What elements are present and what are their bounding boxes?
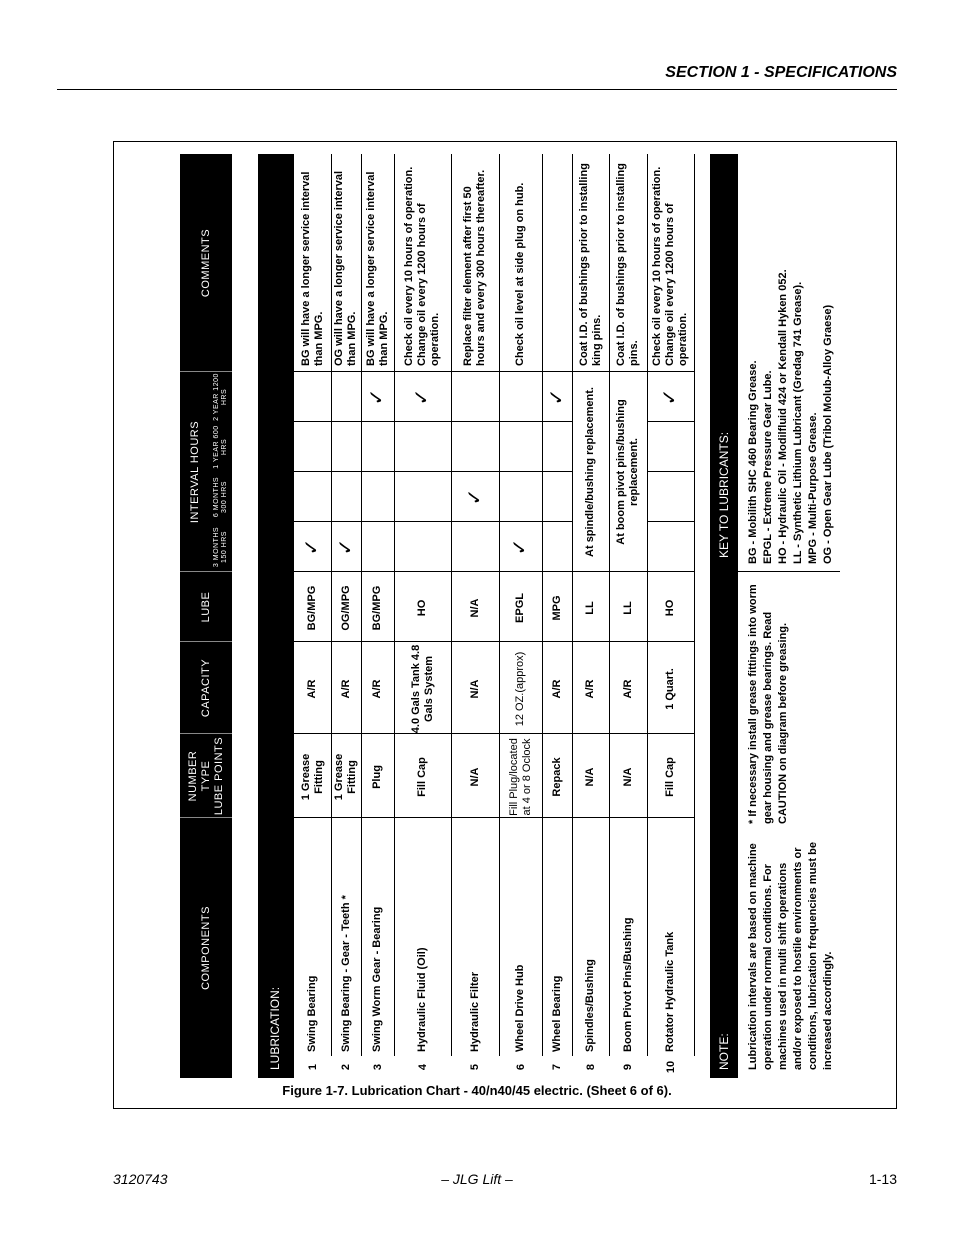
note-paragraph-grease-fittings: * If necessary install grease fittings into worm gear housing and grease bearings. Read CAUTION on diagram before greasing. [747,584,789,824]
cell-capacity: A/R [584,679,596,699]
note-paragraph-intervals: Lubrication intervals are based on machine operation under normal conditions. For machines used in multi shift operations and/or exposed to hostile environments or conditions, lubrication frequencies must be increased accordingly. [747,842,834,1070]
chart-rotation-wrapper [180,154,840,1078]
key-lubricant-entry: BG - Mobilith SHC 460 Bearing Grease. [747,360,759,564]
cell-component: Swing Worm Gear - Bearing [371,906,383,1052]
lubrication-label: LUBRICATION: [268,986,282,1070]
key-to-lubricants-label: KEY TO LUBRICANTS: [717,431,731,558]
footer-page-number: 1-13 [868,1171,897,1187]
column-divider [499,471,542,472]
cell-lube: EPGL [514,593,526,623]
column-divider [361,371,394,372]
cell-lube: LL [584,601,596,615]
cell-component: Wheel Drive Hub [514,964,526,1052]
cell-capacity: 12 OZ.(approx) [514,651,526,727]
column-divider [451,817,499,818]
table-row [294,154,332,1071]
cell-points: N/A [621,767,634,787]
key-lubricant-entry: LL - Synthetic Lithium Lubricant (Gredag 741 Grease). [792,281,804,564]
cell-capacity: 1 Quart. [664,668,676,710]
cell-lube: OG/MPG [339,585,352,631]
footer-doc-number: 3120743 [113,1171,168,1187]
cell-comment: BG will have a longer service interval than MPG. [299,171,325,366]
cell-comment: Coat I.D. of bushings prior to installing pins. [615,163,640,366]
note-header-bar [710,154,738,1078]
column-divider [609,571,647,572]
column-divider [542,571,572,572]
cell-lube: LL [621,601,634,615]
cell-comment: Replace filter element after first 50 hours and every 300 hours thereafter. [462,169,487,366]
column-divider [361,733,394,734]
interval-check-mark: ✓ [509,538,531,556]
cell-component: Hydraulic Filter [468,971,481,1052]
table-row [499,154,543,1071]
key-lubricant-entry: EPGL - Extreme Pressure Gear Lube. [762,370,774,564]
header-interval-hours: INTERVAL HOURS [188,420,201,524]
column-divider [647,521,694,522]
cell-points: Repack [550,757,563,797]
cell-interval-text: At spindle/bushing replacement. [584,387,596,557]
lubrication-label-bar [258,154,294,1078]
column-divider [572,641,609,642]
row-number: 7 [551,1063,563,1071]
column-divider [294,521,331,522]
column-divider [609,733,647,734]
cell-comment [542,154,572,372]
cell-points: 1 Grease Fitting [333,753,358,801]
column-divider [294,571,331,572]
header-6-months: 6 MONTHS 300 HRS [213,476,228,518]
interval-check-mark: ✓ [366,388,388,406]
cell-capacity: A/R [306,679,318,699]
column-divider [572,571,609,572]
header-comments: COMMENTS [199,228,212,298]
interval-check-mark: ✓ [545,388,568,406]
column-divider [542,641,572,642]
cell-points: Fill Cap [416,757,428,797]
column-divider [542,733,572,734]
table-row [394,154,452,1071]
column-divider [451,371,499,372]
column-divider [572,733,609,734]
column-divider [294,371,331,372]
column-divider [331,421,361,422]
column-divider [451,641,499,642]
interval-check-mark: ✓ [334,538,357,556]
lubrication-table [294,154,710,1074]
cell-comment: Check oil level at side plug on hub. [514,182,526,366]
cell-lube: BG/MPG [306,585,318,631]
cell-lube: MPG [550,595,563,621]
note-label: NOTE: [717,1033,731,1070]
footer-publisher: – JLG Lift – [441,1171,513,1187]
column-divider [331,733,361,734]
interval-check-mark: ✓ [463,488,486,506]
column-divider [294,817,331,818]
column-divider [609,371,647,372]
column-divider [499,641,542,642]
column-divider [394,371,451,372]
column-divider [294,641,331,642]
header-number-type-line2: LUBE POINTS [212,736,225,816]
column-divider [361,471,394,472]
column-divider [542,421,572,422]
column-divider [542,521,572,522]
header-capacity: CAPACITY [199,658,212,718]
interval-check-mark: ✓ [659,388,681,406]
table-row [361,154,395,1071]
cell-capacity: A/R [371,679,383,699]
table-row [542,154,573,1071]
header-components: COMPONENTS [199,906,212,990]
column-divider [542,817,572,818]
note-divider [738,571,840,572]
column-divider [451,733,499,734]
note-body [738,154,840,1078]
column-divider [609,817,647,818]
cell-capacity: A/R [339,679,352,699]
column-divider [294,471,331,472]
cell-lube: N/A [468,598,481,618]
table-row [609,154,648,1071]
column-divider [647,641,694,642]
cell-points: Plug [371,765,383,789]
column-divider [394,641,451,642]
column-divider [499,733,542,734]
header-number-type [180,734,232,818]
header-number-type-line1: NUMBER TYPE [186,750,212,802]
column-divider [331,471,361,472]
column-divider [572,371,609,372]
column-divider [647,733,694,734]
column-divider [609,641,647,642]
column-divider [394,521,451,522]
column-divider [294,733,331,734]
column-divider [647,817,694,818]
header-3-months: 3 MONTHS 150 HRS [213,526,228,568]
column-divider [451,471,499,472]
cell-comment: Check oil every 10 hours of operation. Change oil every 1200 hours of operation. [403,166,441,366]
row-number: 5 [469,1063,481,1071]
cell-lube: HO [416,599,428,617]
cell-lube: BG/MPG [371,585,383,631]
column-divider [572,817,609,818]
cell-capacity: A/R [621,679,634,699]
key-lubricant-entry: HO - Hydraulic Oil - Modilfluid 424 or Kendall Hyken 052. [777,269,789,564]
figure-caption: Figure 1-7. Lubrication Chart - 40/n40/45 electric. (Sheet 6 of 6). [282,1083,672,1098]
column-divider [331,521,361,522]
row-number: 2 [340,1063,352,1071]
table-row [331,154,362,1071]
row-number: 8 [584,1063,597,1071]
column-divider [542,471,572,472]
key-to-lubricants-list [746,160,836,564]
column-divider [647,471,694,472]
cell-comment: Check oil every 10 hours of operation. Change oil every 1200 hours of operation. [651,166,689,366]
cell-component: Rotator Hydraulic Tank [664,931,676,1052]
table-row [647,154,695,1074]
cell-comment: BG will have a longer service interval than MPG. [364,171,390,366]
section-title: SECTION 1 - SPECIFICATIONS [665,64,897,81]
cell-comment: Coat I.D. of bushings prior to installing king pins. [577,163,603,366]
interval-check-mark: ✓ [301,538,323,556]
row-number: 10 [664,1060,677,1074]
lubrication-chart [180,154,840,1078]
interval-check-mark: ✓ [411,388,433,406]
column-divider [394,817,451,818]
row-number: 4 [416,1063,429,1071]
column-divider [499,421,542,422]
column-divider [394,571,451,572]
cell-component: Hydraulic Fluid (Oil) [416,947,428,1052]
cell-component: Swing Bearing [306,975,318,1052]
column-divider [451,521,499,522]
table-row [451,154,500,1071]
column-divider [394,421,451,422]
column-divider [499,817,542,818]
cell-points: Fill Plug/located at 4 or 8 Oclock [507,738,533,816]
column-divider [294,421,331,422]
column-divider [331,371,361,372]
table-row [572,154,610,1071]
column-divider [361,817,394,818]
cell-points: N/A [468,767,481,787]
cell-capacity: N/A [468,679,481,699]
row-number: 9 [622,1063,634,1071]
cell-comment: OG will have a longer service interval than MPG. [333,170,358,366]
cell-component: Swing Bearing - Gear - Teeth * [339,895,352,1052]
header-gap [232,154,258,1078]
column-divider [647,421,694,422]
column-divider [361,521,394,522]
cell-interval-text: At boom pivot pins/bushing replacement. [615,399,640,545]
header-1-year: 1 YEAR 600 HRS [213,425,228,469]
column-divider [499,371,542,372]
key-lubricant-entry: OG - Open Gear Lube (Tribol Molub-Alloy Graese) [822,304,834,564]
cell-component: Wheel Bearing [550,975,563,1052]
column-divider [499,521,542,522]
cell-points: N/A [584,767,596,787]
column-divider [451,571,499,572]
row-number: 1 [306,1063,319,1071]
column-divider [331,571,361,572]
cell-capacity: A/R [550,679,563,699]
cell-points: 1 Grease Fitting [299,753,325,801]
cell-points: Fill Cap [664,757,676,797]
column-divider [331,641,361,642]
header-2-year: 2 YEAR 1200 HRS [213,373,228,421]
key-lubricant-entry: MPG - Multi-Purpose Grease. [807,412,819,564]
column-divider [361,571,394,572]
cell-lube: HO [664,599,676,617]
row-number: 6 [514,1063,527,1071]
cell-component: Spindles/Bushing [584,959,596,1052]
column-divider [394,733,451,734]
column-divider [647,371,694,372]
column-divider [647,571,694,572]
column-divider [331,817,361,818]
column-divider [542,371,572,372]
column-divider [499,571,542,572]
column-header-row [180,154,232,1078]
column-divider [361,641,394,642]
header-lube: LUBE [199,591,212,623]
header-rule [57,89,897,90]
row-number: 3 [371,1063,384,1071]
column-divider [361,421,394,422]
cell-capacity: 4.0 Gals Tank 4.8 Gals System [409,644,435,734]
column-divider [394,471,451,472]
column-divider [451,421,499,422]
cell-component: Boom Pivot Pins/Bushing [621,917,634,1052]
